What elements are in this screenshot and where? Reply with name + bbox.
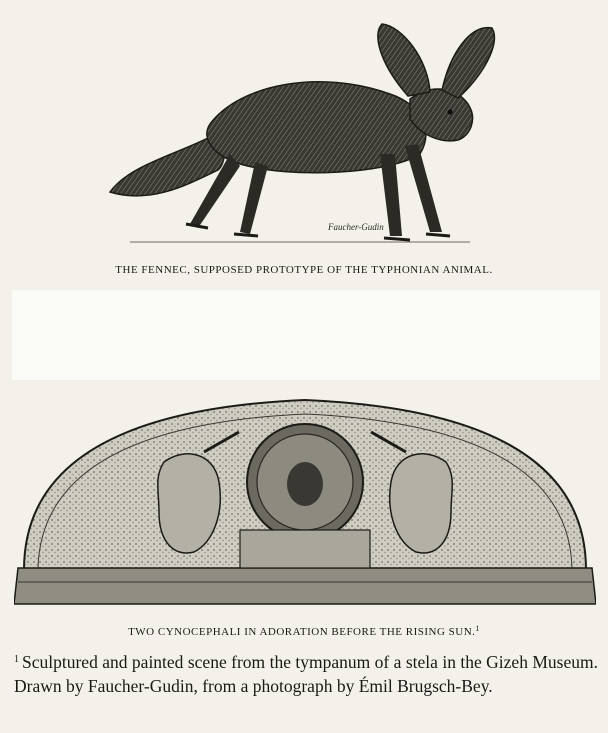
fennec-caption: THE FENNEC, SUPPOSED PROTOTYPE OF THE TYPHONIAN ANIMAL.	[115, 264, 493, 276]
fennec-illustration	[90, 14, 510, 252]
stela-caption-text: TWO CYNOCEPHALI IN ADORATION BEFORE THE RISING SUN.	[128, 626, 476, 638]
footnote-text: Sculptured and painted scene from the tympanum of a stela in the Gizeh Museum. Drawn by Faucher-Gudin, from a photograph by Émil Brugsch-Bey.	[14, 652, 598, 696]
stela-caption	[0, 624, 608, 638]
footnote-reference: 1	[475, 624, 480, 633]
footnote	[14, 648, 598, 698]
engraver-signature: Faucher-Gudin	[328, 222, 384, 232]
stela-tympanum-illustration	[14, 392, 596, 614]
blank-patch	[12, 290, 600, 380]
footnote-marker: 1	[14, 654, 19, 665]
